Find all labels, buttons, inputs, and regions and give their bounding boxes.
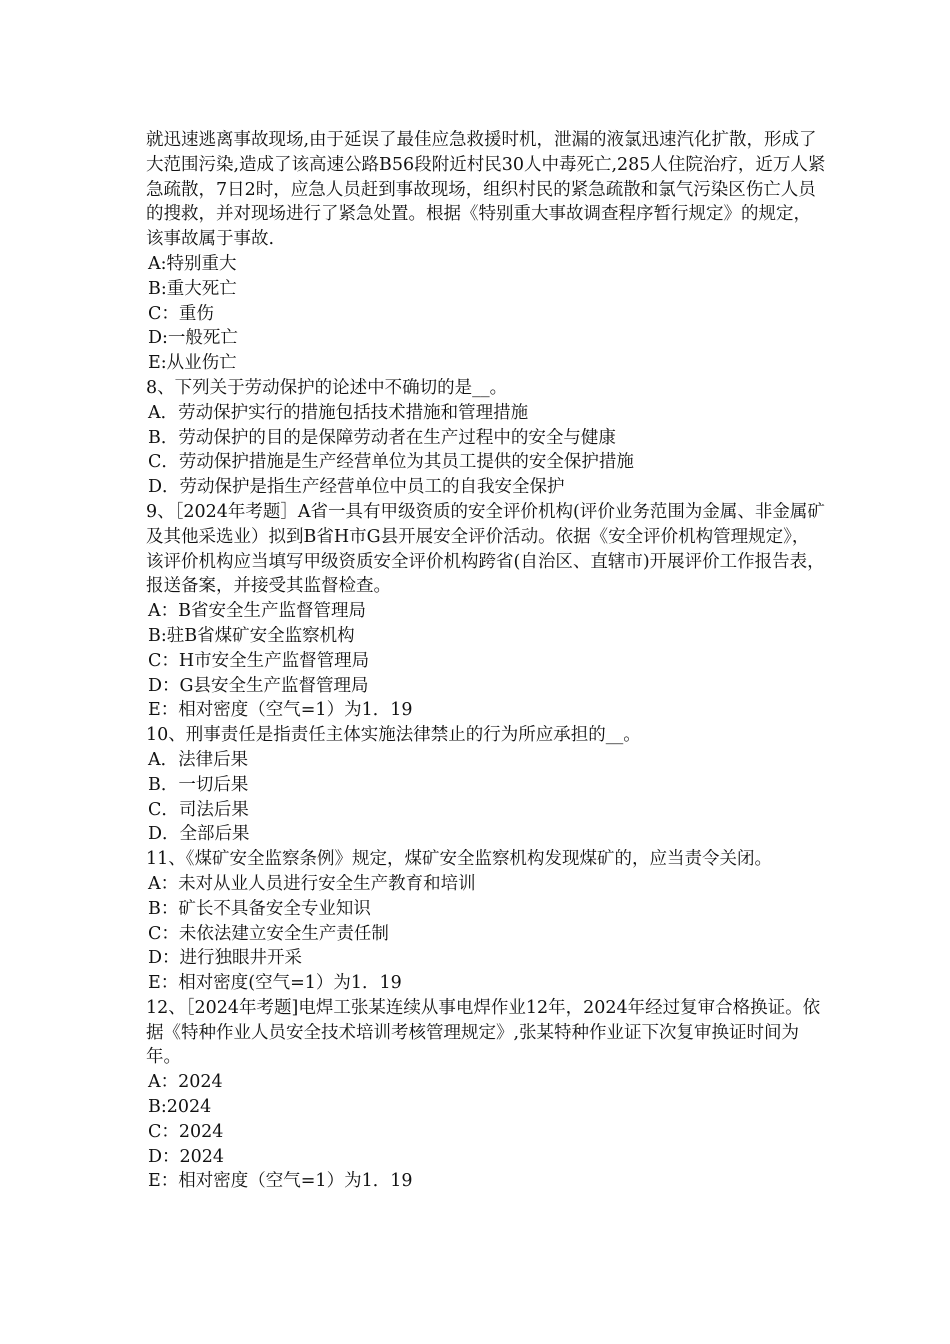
answer-option: E：相对密度（空气=1）为1．19 [148, 700, 413, 721]
answer-option: D：2024 [148, 1146, 225, 1167]
answer-option: E：相对密度（空气=1）为1．19 [148, 1171, 413, 1192]
answer-option: B．一切后果 [148, 774, 249, 795]
answer-option: A．法律后果 [148, 749, 249, 770]
answer-option: D：G县安全生产监督管理局 [148, 675, 369, 696]
answer-option: C：2024 [148, 1121, 224, 1142]
answer-option: B:2024 [148, 1097, 212, 1118]
answer-option: D．劳动保护是指生产经营单位中员工的自我安全保护 [148, 477, 565, 498]
answer-option: C：重伤 [148, 303, 214, 324]
question-paragraph: 10、刑事责任是指责任主体实施法律禁止的行为所应承担的__。 [146, 725, 641, 746]
question-paragraph: 9、［2024年考题］A省一具有甲级资质的安全评价机构(评价业务范围为金属、非金属矿及其他采选业）拟到B省H市G县开展安全评价活动。依据《安全评价机构管理规定》，该评价机构应当填写甲级资质安全评价机构跨省(自治区、直辖市)开展评价工作报告表，报送备案，并接受其监督检查。 [146, 501, 825, 597]
answer-option: C．司法后果 [148, 799, 249, 820]
answer-option: D:一般死亡 [148, 328, 238, 349]
answer-option: B．劳动保护的目的是保障劳动者在生产过程中的安全与健康 [148, 427, 616, 448]
answer-option: B:重大死亡 [148, 278, 237, 299]
answer-option: E：相对密度(空气=1）为1．19 [148, 973, 402, 994]
answer-option: A：未对从业人员进行安全生产教育和培训 [148, 873, 476, 894]
document-body [146, 128, 826, 1194]
answer-option: A:特别重大 [148, 253, 237, 274]
answer-option: A：2024 [148, 1072, 223, 1093]
answer-option: B:驻B省煤矿安全监察机构 [148, 625, 355, 646]
question-paragraph: 11、《煤矿安全监察条例》规定，煤矿安全监察机构发现煤矿的，应当责令关闭。 [146, 849, 773, 870]
answer-option: C：H市安全生产监督管理局 [148, 650, 370, 671]
answer-option: D：进行独眼井开采 [148, 948, 303, 969]
answer-option: E:从业伤亡 [148, 353, 237, 374]
answer-option: B：矿长不具备安全专业知识 [148, 898, 371, 919]
answer-option: A：B省安全生产监督管理局 [148, 601, 366, 622]
answer-option: D．全部后果 [148, 824, 250, 845]
answer-option: A．劳动保护实行的措施包括技术措施和管理措施 [148, 402, 529, 423]
answer-option: C．劳动保护措施是生产经营单位为其员工提供的安全保护措施 [148, 452, 634, 473]
question-paragraph: 12、［2024年考题]电焊工张某连续从事电焊作业12年，2024年经过复审合格换证。依据《特种作业人员安全技术培训考核管理规定》,张某特种作业证下次复审换证时间为年。 [146, 997, 821, 1068]
question-paragraph: 8、下列关于劳动保护的论述中不确切的是__。 [146, 377, 508, 398]
answer-option: C：未依法建立安全生产责任制 [148, 923, 389, 944]
question-paragraph: 就迅速逃离事故现场,由于延误了最佳应急救援时机，泄漏的液氯迅速汽化扩散，形成了大范围污染,造成了该高速公路B56段附近村民30人中毒死亡,285人住院治疗，近万人紧急疏散，7日2时，应急人员赶到事故现场，组织村民的紧急疏散和氯气污染区伤亡人员的搜救，并对现场进行了紧急处置。根据《特别重大事故调查程序暂行规定》的规定，该事故属于事故. [146, 130, 826, 250]
